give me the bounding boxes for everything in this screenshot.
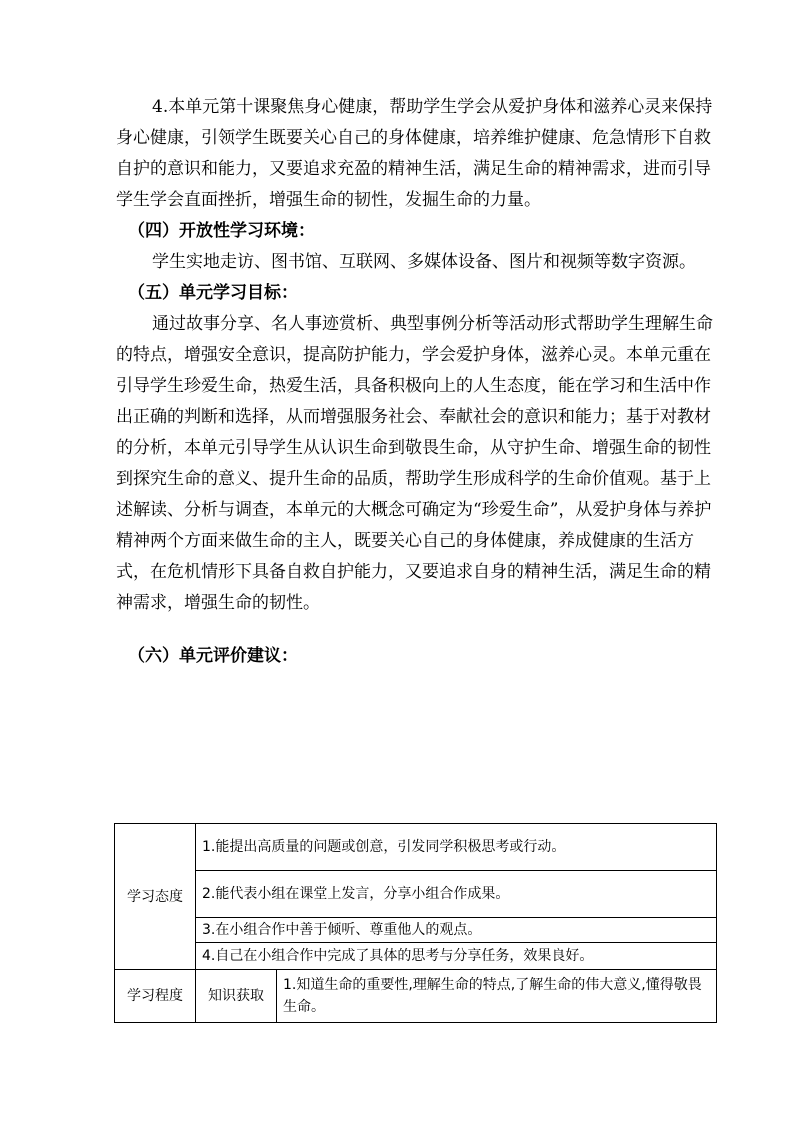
table-row	[115, 824, 717, 871]
attitude-label-cell: 学习态度	[115, 824, 196, 970]
table-row	[115, 943, 717, 970]
table-row	[115, 970, 717, 1023]
attitude-item-cell: 1.能提出高质量的问题或创意，引发同学积极思考或行动。	[196, 824, 717, 871]
document-body	[116, 92, 716, 672]
heading-unit-evaluation: （六）单元评价建议：	[128, 646, 298, 666]
paragraph-item-4: 4.本单元第十课聚焦身心健康，帮助学生学会从爱护身体和滋养心灵来保持身心健康，引领学生既要关心自己的身体健康，培养维护健康、危急情形下自救自护的意识和能力，又要追求充盈的精神生活，满足生命的精神需求，进而引导学生学会直面挫折，增强生命的韧性，发掘生命的力量。	[116, 97, 713, 210]
knowledge-item-cell: 1.知道生命的重要性,理解生命的特点,了解生命的伟大意义,懂得敬畏生命。	[277, 970, 717, 1023]
heading-open-learning-environment: （四）开放性学习环境：	[128, 221, 315, 241]
table-row	[115, 918, 717, 943]
knowledge-label-cell: 知识获取	[196, 970, 277, 1023]
attitude-item-cell: 2.能代表小组在课堂上发言，分享小组合作成果。	[196, 871, 717, 918]
paragraph-learning-environment: 学生实地走访、图书馆、互联网、多媒体设备、图片和视频等数字资源。	[152, 252, 696, 272]
evaluation-table	[114, 823, 717, 1023]
heading-unit-learning-goals: （五）单元学习目标：	[128, 283, 298, 303]
attitude-item-cell: 4.自己在小组合作中完成了具体的思考与分享任务，效果良好。	[196, 943, 717, 970]
attitude-item-cell: 3.在小组合作中善于倾听、尊重他人的观点。	[196, 918, 717, 943]
paragraph-learning-goals: 通过故事分享、名人事迹赏析、典型事例分析等活动形式帮助学生理解生命的特点，增强安全意识，提高防护能力，学会爱护身体，滋养心灵。本单元重在引导学生珍爱生命，热爱生活，具备积极向上的人生态度，能在学习和生活中作出正确的判断和选择，从而增强服务社会、奉献社会的意识和能力；基于对教材的分析，本单元引导学生从认识生命到敬畏生命，从守护生命、增强生命的韧性到探究生命的意义、提升生命的品质，帮助学生形成科学的生命价值观。基于上述解读、分析与调查，本单元的大概念可确定为“珍爱生命”，从爱护身体与养护精神两个方面来做生命的主人，既要关心自己的身体健康，养成健康的生活方式，在危机情形下具备自救自护能力，又要追求自身的精神生活，满足生命的精神需求，增强生命的韧性。	[116, 314, 713, 613]
degree-label-cell: 学习程度	[115, 970, 196, 1023]
table-row	[115, 871, 717, 918]
